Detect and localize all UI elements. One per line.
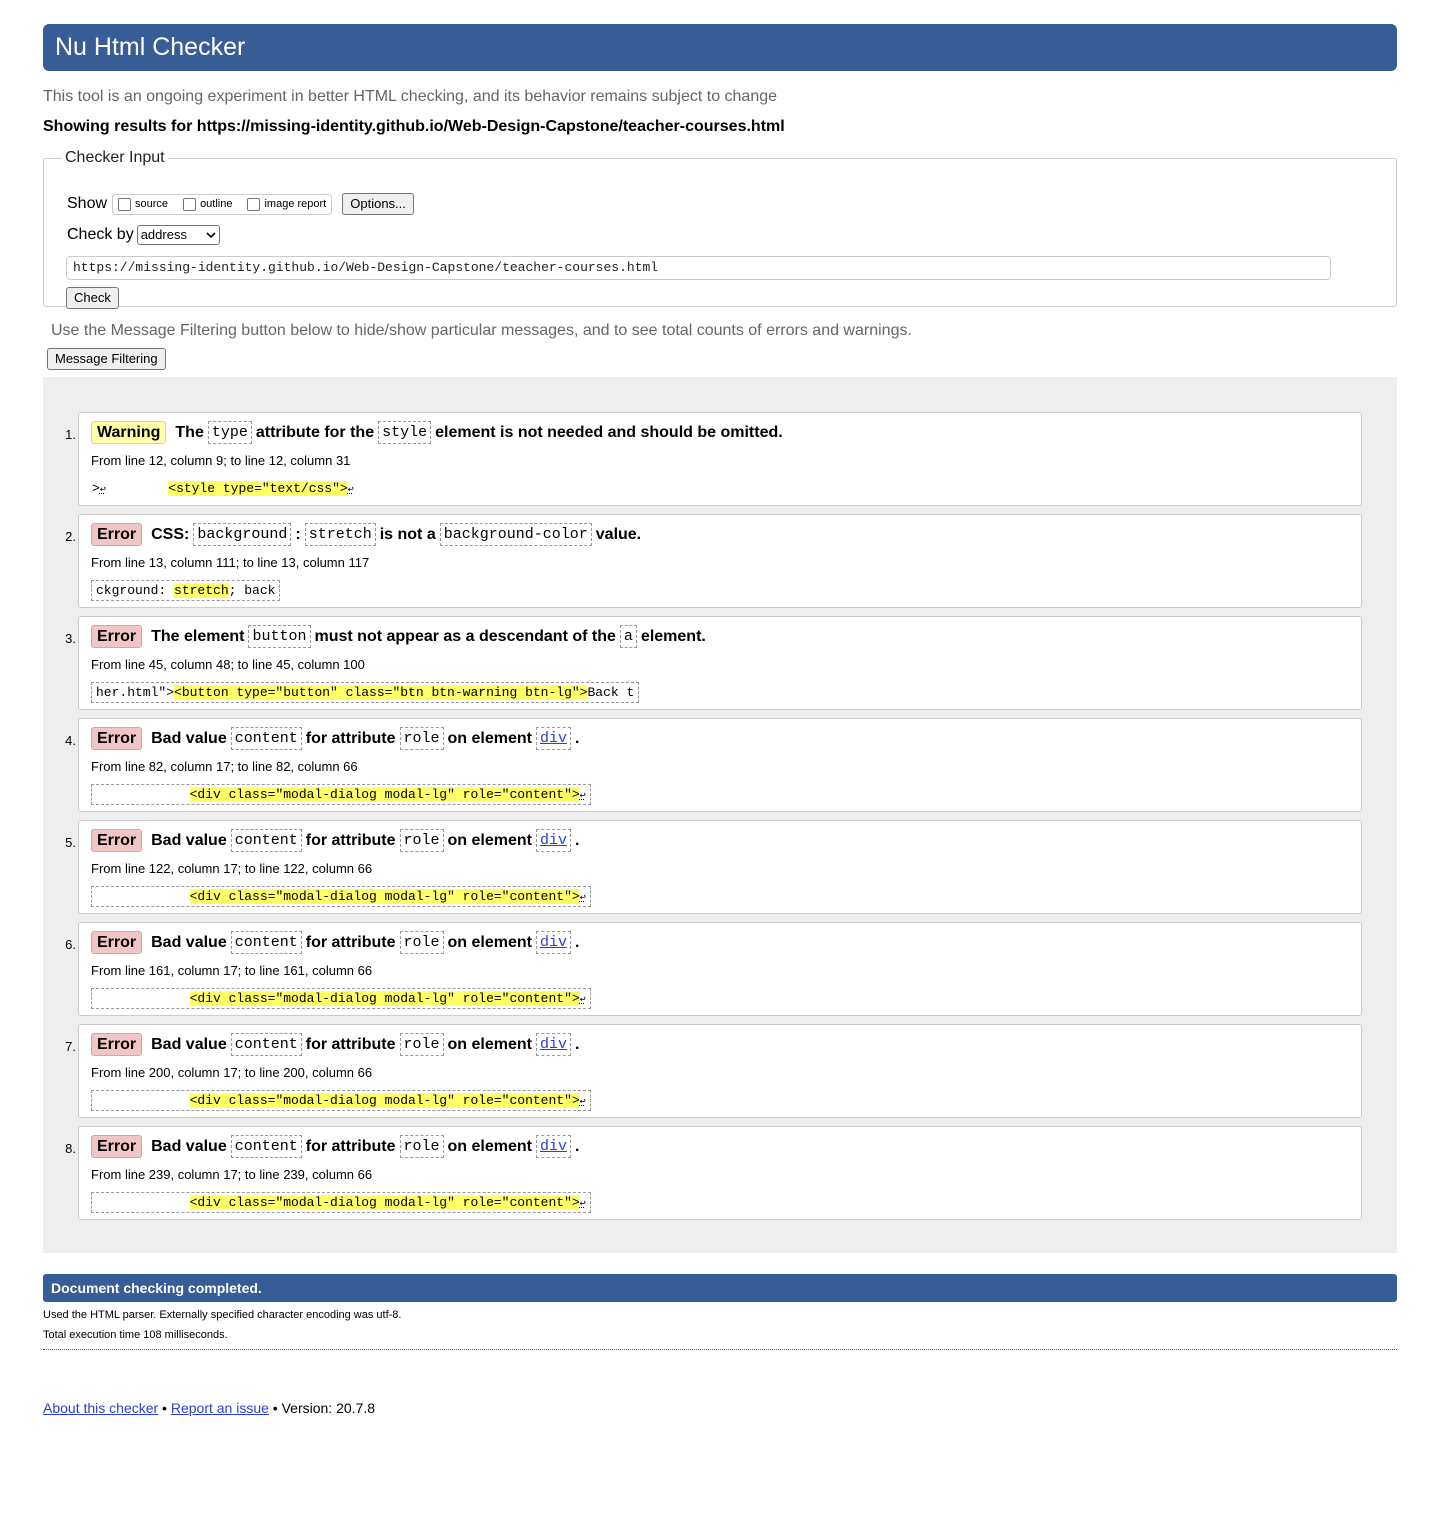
message-number: 4. [65,733,76,748]
highlighted-code: <div class="modal-dialog modal-lg" role="content"> [189,991,580,1006]
message-text: . [575,729,580,747]
message-number: 6. [65,937,76,952]
about-link[interactable]: About this checker [43,1400,159,1416]
extract-text [96,991,190,1006]
error-badge: Error [91,625,142,648]
element-link[interactable]: div [536,1135,571,1158]
message-title [91,931,579,954]
show-outline-option[interactable] [180,198,232,211]
footer [43,1400,375,1416]
message-item [65,1126,1362,1220]
code-token: role [400,727,444,750]
message-text: Bad value [151,831,227,849]
chevron-down-icon [206,226,216,244]
message-text: for attribute [305,1137,396,1155]
extract-text [96,787,190,802]
message-location: From line 200, column 17; to line 200, column 66 [91,1065,373,1080]
completion-banner [43,1274,1397,1302]
code-token: role [400,829,444,852]
message-text: The element [151,627,245,645]
code-token: content [231,829,302,852]
code-token: background [193,523,291,546]
message-text: for attribute [305,729,396,747]
error-badge: Error [91,1135,142,1158]
message-text: element. [640,627,706,645]
code-token: content [231,1033,302,1056]
message-text: Bad value [151,933,227,951]
error-badge: Error [91,727,142,750]
options-button[interactable]: Options... [342,193,414,215]
code-token: a [620,625,637,648]
message-text: . [575,1035,580,1053]
message-number: 1. [65,427,76,442]
message-text: . [575,933,580,951]
message-text: for attribute [305,831,396,849]
report-issue-link[interactable]: Report an issue [170,1400,269,1416]
message-number: 3. [65,631,76,646]
highlighted-code: stretch [174,583,229,598]
source-extract [91,988,591,1009]
message-item [65,922,1362,1016]
show-source-option[interactable] [115,198,168,211]
message-location: From line 12, column 9; to line 12, column 31 [91,453,351,468]
message-item [65,412,1362,506]
line-break-icon: ↩ [347,485,354,496]
highlighted-code: <button type="button" class="btn btn-warning btn-lg"> [174,685,588,700]
code-token: type [208,421,252,444]
extract-text: > [92,481,100,496]
show-image-report-option[interactable] [244,198,326,211]
extract-text: Back t [587,685,635,700]
extract-text [96,1093,190,1108]
extract-text [96,889,190,904]
element-link[interactable]: div [536,727,571,750]
message-title [91,1033,579,1056]
filter-note: Use the Message Filtering button below to hide/show particular messages, and to see total counts of errors and warnings. [51,322,912,339]
source-extract [91,784,591,805]
code-token: style [378,421,431,444]
source-extract [91,580,280,601]
line-break-icon: ↩ [579,791,586,802]
message-item [65,514,1362,608]
element-link[interactable]: div [536,1033,571,1056]
highlighted-code: <div class="modal-dialog modal-lg" role="content"> [189,889,580,904]
extract-text: her.html"> [96,685,175,700]
message-title [91,625,706,648]
message-text: : [295,525,301,543]
error-badge: Error [91,1033,142,1056]
execution-time: Total execution time 108 milliseconds. [43,1329,228,1341]
message-location: From line 239, column 17; to line 239, column 66 [91,1167,373,1182]
message-text: value. [595,525,642,543]
message-item [65,718,1362,812]
source-checkbox[interactable] [118,198,131,211]
message-number: 7. [65,1039,76,1054]
footer-separator: • [158,1400,171,1416]
message-text: on element [447,1035,532,1053]
message-title [91,523,641,546]
parser-info: Used the HTML parser. Externally specified character encoding was utf-8. [43,1309,402,1321]
divider [43,1349,1397,1350]
line-break-icon: ↩ [579,995,586,1006]
code-token: role [400,931,444,954]
page-title: Nu Html Checker [55,33,246,61]
message-title [91,727,579,750]
showing-results-heading: Showing results for https://missing-identity.github.io/Web-Design-Capstone/teacher-courses.html [43,118,785,135]
url-input[interactable]: https://missing-identity.github.io/Web-Design-Capstone/teacher-courses.html [66,256,1331,280]
message-text: for attribute [305,933,396,951]
message-location: From line 13, column 111; to line 13, column 117 [91,555,370,570]
check-by-select[interactable] [137,225,220,245]
highlighted-code: <style type="text/css"> [168,481,348,496]
message-number: 2. [65,529,76,544]
image-report-checkbox[interactable] [247,198,260,211]
message-text: CSS: [151,525,190,543]
error-badge: Error [91,931,142,954]
source-extract [91,682,639,703]
results-panel [43,377,1397,1253]
message-text: on element [447,729,532,747]
checker-input-legend: Checker Input [65,149,165,166]
check-button[interactable]: Check [66,287,119,309]
code-token: role [400,1135,444,1158]
source-extract [91,886,591,907]
source-checkbox-label: source [135,198,169,210]
message-text: The [175,423,204,441]
warning-badge: Warning [91,421,166,444]
version-text: • Version: 20.7.8 [268,1400,376,1416]
message-text: element is not needed and should be omitted. [435,423,783,441]
app-header [43,24,1397,71]
source-extract [91,1192,591,1213]
message-filtering-button[interactable]: Message Filtering [47,348,166,370]
message-number: 8. [65,1141,76,1156]
completion-text: Document checking completed. [51,1280,262,1296]
message-text: for attribute [305,1035,396,1053]
message-number: 5. [65,835,76,850]
highlighted-code: <div class="modal-dialog modal-lg" role="content"> [189,1093,580,1108]
message-location: From line 82, column 17; to line 82, column 66 [91,759,358,774]
code-token: content [231,727,302,750]
line-break-icon: ↩ [99,485,106,496]
code-token: button [248,625,310,648]
line-break-icon: ↩ [579,893,586,904]
message-item [65,616,1362,710]
code-token: content [231,931,302,954]
image-report-checkbox-label: image report [264,198,327,210]
code-token: background-color [440,523,592,546]
message-text: must not appear as a descendant of the [314,627,616,645]
check-by-row [67,225,220,245]
message-text: Bad value [151,1035,227,1053]
message-text: is not a [379,525,436,543]
message-text: attribute for the [255,423,375,441]
highlighted-code: <div class="modal-dialog modal-lg" role="content"> [189,787,580,802]
message-title [91,829,579,852]
outline-checkbox-label: outline [200,198,233,210]
extract-text: ckground: [96,583,175,598]
element-link[interactable]: div [536,829,571,852]
message-text: Bad value [151,1137,227,1155]
checker-input-fieldset [43,149,1397,307]
highlighted-code: <div class="modal-dialog modal-lg" role="content"> [189,1195,580,1210]
element-link[interactable]: div [536,931,571,954]
message-text: . [575,831,580,849]
source-extract [91,1090,591,1111]
message-location: From line 45, column 48; to line 45, column 100 [91,657,365,672]
outline-checkbox[interactable] [183,198,196,211]
message-location: From line 161, column 17; to line 161, column 66 [91,963,373,978]
error-badge: Error [91,523,142,546]
message-title [91,1135,579,1158]
check-by-selected-value: address [140,227,187,242]
message-text: on element [447,933,532,951]
check-by-label: Check by [67,226,134,243]
source-extract [91,478,359,499]
extract-text [96,1195,190,1210]
message-title [91,421,783,444]
message-text: Bad value [151,729,227,747]
message-text: on element [447,1137,532,1155]
extract-text [106,481,168,496]
message-text: . [575,1137,580,1155]
show-label: Show [67,195,108,212]
message-item [65,1024,1362,1118]
message-item [65,820,1362,914]
extract-text: ; back [228,583,276,598]
error-badge: Error [91,829,142,852]
code-token: content [231,1135,302,1158]
show-row [67,193,414,215]
line-break-icon: ↩ [579,1199,586,1210]
code-token: role [400,1033,444,1056]
intro-text: This tool is an ongoing experiment in better HTML checking, and its behavior remains subject to change [43,88,778,105]
line-break-icon: ↩ [579,1097,586,1108]
show-options-group [112,194,332,215]
message-text: on element [447,831,532,849]
code-token: stretch [305,523,376,546]
message-location: From line 122, column 17; to line 122, column 66 [91,861,373,876]
